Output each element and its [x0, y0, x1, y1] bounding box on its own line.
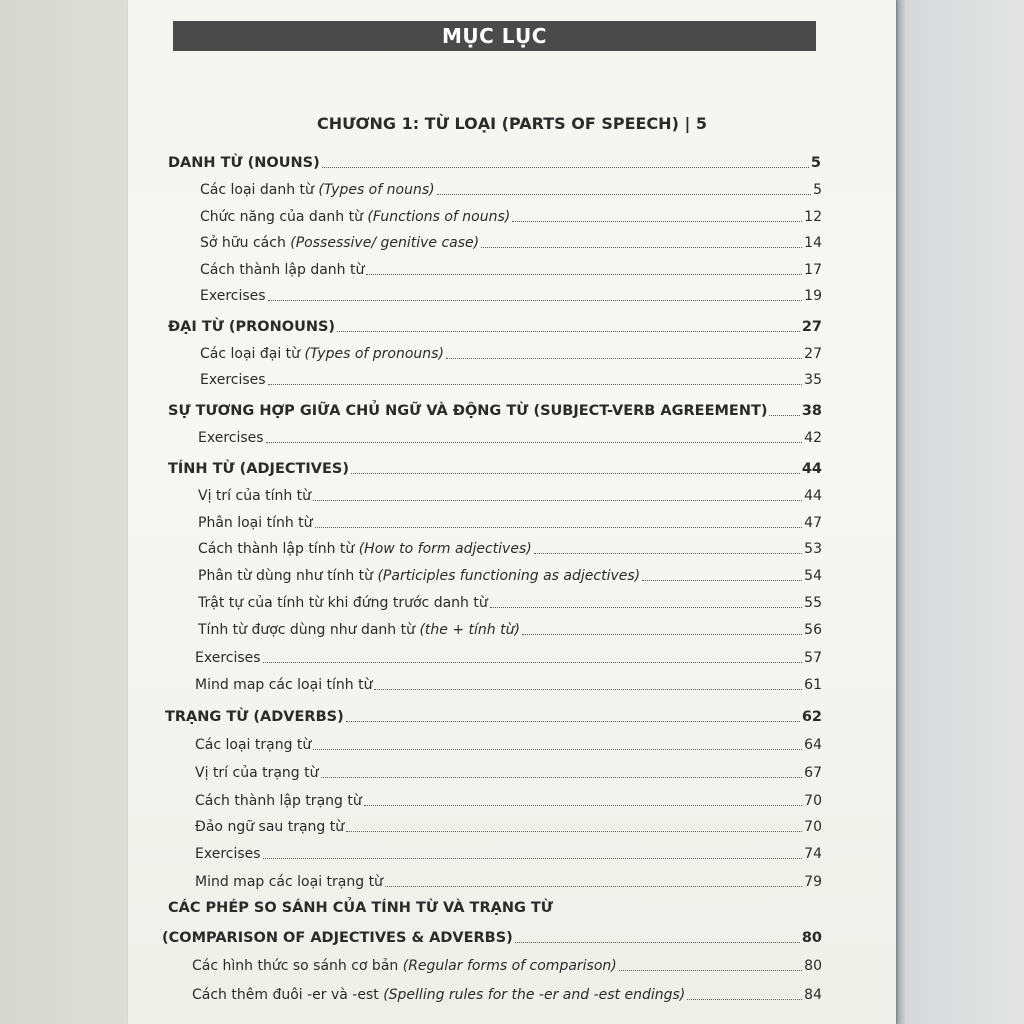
leader-dots: [346, 721, 800, 722]
leader-dots: [374, 689, 802, 690]
leader-dots: [268, 384, 803, 385]
toc-entry[interactable]: [198, 618, 822, 638]
toc-entry-text: Vị trí của trạng từ: [195, 765, 319, 781]
toc-entry[interactable]: [200, 205, 822, 225]
toc-entry-text: Exercises: [195, 846, 261, 862]
toc-entry[interactable]: [195, 815, 822, 835]
toc-entry-text: Các hình thức so sánh cơ bản (Regular forms of comparison): [192, 958, 617, 974]
book-page: [128, 0, 896, 1024]
toc-entry-text: Các loại đại từ (Types of pronouns): [200, 346, 444, 362]
toc-entry-text: SỰ TƯƠNG HỢP GIỮA CHỦ NGỮ VÀ ĐỘNG TỪ (SUBJECT-VERB AGREEMENT): [168, 403, 768, 419]
chapter-heading: CHƯƠNG 1: TỪ LOẠI (PARTS OF SPEECH) | 5: [317, 114, 707, 133]
toc-entry-page: 61: [804, 677, 822, 693]
leader-dots: [321, 777, 803, 778]
leader-dots: [364, 805, 802, 806]
leader-dots: [268, 300, 803, 301]
background-right: [896, 0, 1024, 1024]
toc-entry-page: 56: [804, 622, 822, 638]
toc-entry-text: (COMPARISON OF ADJECTIVES & ADVERBS): [162, 930, 513, 946]
toc-entry-page: 17: [804, 262, 822, 278]
toc-entry-text: Cách thêm đuôi -er và -est (Spelling rules for the -er and -est endings): [192, 987, 686, 1003]
toc-entry-text: Chức năng của danh từ (Functions of nouns): [200, 209, 511, 225]
toc-entry-page: 67: [804, 765, 822, 781]
leader-dots: [385, 886, 802, 887]
leader-dots: [522, 634, 802, 635]
toc-entry-subject-verb-agreement[interactable]: [168, 399, 822, 419]
toc-entry-page: 79: [804, 874, 822, 890]
toc-entry-page: 70: [804, 819, 822, 835]
toc-entry-page: 42: [804, 430, 822, 446]
toc-entry-page: 35: [804, 372, 822, 388]
toc-entry[interactable]: [198, 591, 822, 611]
toc-entry-text: Các loại danh từ (Types of nouns): [200, 182, 435, 198]
toc-entry-text: Trật tự của tính từ khi đứng trước danh từ: [198, 595, 488, 611]
toc-entry-page: 70: [804, 793, 822, 809]
toc-entry-page: 44: [804, 488, 822, 504]
toc-entry[interactable]: [200, 342, 822, 362]
toc-entry[interactable]: [198, 537, 822, 557]
leader-dots: [337, 331, 800, 332]
toc-entry-page: 44: [801, 461, 822, 477]
toc-entry[interactable]: [195, 842, 822, 862]
toc-entry[interactable]: [195, 870, 822, 890]
leader-dots: [313, 500, 802, 501]
toc-entry-page: 53: [804, 541, 822, 557]
leader-dots: [263, 662, 803, 663]
toc-entry-page: 84: [804, 987, 822, 1003]
toc-entry-pronouns[interactable]: [168, 315, 822, 335]
toc-entry-page: 64: [804, 737, 822, 753]
leader-dots: [263, 858, 803, 859]
toc-entry[interactable]: [200, 284, 822, 304]
leader-dots: [687, 999, 802, 1000]
toc-entry-page: 5: [810, 155, 821, 171]
toc-entry-page: 54: [804, 568, 822, 584]
toc-entry-text: Cách thành lập tính từ (How to form adjectives): [198, 541, 532, 557]
toc-entry-page: 14: [804, 235, 822, 251]
leader-dots: [769, 415, 799, 416]
toc-entry[interactable]: [195, 733, 822, 753]
toc-entry-page: 19: [804, 288, 822, 304]
toc-entry-text: Phân từ dùng như tính từ (Participles functioning as adjectives): [198, 568, 641, 584]
toc-entry[interactable]: [198, 564, 822, 584]
leader-dots: [515, 942, 800, 943]
toc-entry-page: 27: [801, 319, 822, 335]
leader-dots: [437, 194, 812, 195]
toc-entry-comparison-title: CÁC PHÉP SO SÁNH CỦA TÍNH TỪ VÀ TRẠNG TỪ: [168, 900, 553, 916]
toc-entry-text: Exercises: [200, 372, 266, 388]
toc-entry[interactable]: [200, 231, 822, 251]
toc-entry-page: 74: [804, 846, 822, 862]
toc-entry[interactable]: [200, 368, 822, 388]
toc-entry-text: Cách thành lập trạng từ: [195, 793, 362, 809]
toc-entry-page: 80: [801, 930, 822, 946]
leader-dots: [315, 527, 803, 528]
toc-entry-page: 47: [804, 515, 822, 531]
leader-dots: [346, 831, 802, 832]
toc-entry-adjectives[interactable]: [168, 457, 822, 477]
toc-entry-text: TRẠNG TỪ (ADVERBS): [165, 709, 344, 725]
leader-dots: [490, 607, 802, 608]
toc-entry[interactable]: [195, 646, 822, 666]
toc-entry-text: Cách thành lập danh từ: [200, 262, 365, 278]
leader-dots: [322, 167, 809, 168]
toc-entry-page: 38: [801, 403, 822, 419]
toc-entry-page: 5: [813, 182, 822, 198]
leader-dots: [366, 274, 802, 275]
toc-entry-text: Phân loại tính từ: [198, 515, 313, 531]
toc-entry-text: Mind map các loại trạng từ: [195, 874, 383, 890]
toc-entry-page: 55: [804, 595, 822, 611]
toc-entry-text: TÍNH TỪ (ADJECTIVES): [168, 461, 349, 477]
toc-entry[interactable]: [195, 673, 822, 693]
leader-dots: [351, 473, 800, 474]
toc-entry[interactable]: [195, 761, 822, 781]
leader-dots: [619, 970, 802, 971]
leader-dots: [534, 553, 802, 554]
toc-entry[interactable]: [198, 426, 822, 446]
toc-entry-page: 27: [804, 346, 822, 362]
leader-dots: [446, 358, 802, 359]
leader-dots: [266, 442, 803, 443]
toc-entry-text: Exercises: [195, 650, 261, 666]
toc-entry-text: Sở hữu cách (Possessive/ genitive case): [200, 235, 480, 251]
toc-entry-text: DANH TỪ (NOUNS): [168, 155, 320, 171]
background-left: [0, 0, 130, 1024]
toc-entry-adverbs[interactable]: [165, 705, 822, 725]
toc-entry[interactable]: [198, 511, 822, 531]
toc-entry-page: 80: [804, 958, 822, 974]
leader-dots: [481, 247, 802, 248]
toc-entry-nouns[interactable]: [168, 151, 821, 171]
toc-entry[interactable]: [192, 954, 822, 974]
table-of-contents-title: MỤC LỤC: [173, 21, 816, 51]
toc-entry-text: Đảo ngữ sau trạng từ: [195, 819, 345, 835]
toc-entry-page: 12: [804, 209, 822, 225]
toc-entry-page: 57: [804, 650, 822, 666]
toc-entry-comparison[interactable]: [162, 926, 822, 946]
toc-entry-text: Tính từ được dùng như danh từ (the + tính từ): [198, 622, 520, 638]
toc-entry-text: Vị trí của tính từ: [198, 488, 312, 504]
leader-dots: [512, 221, 802, 222]
leader-dots: [313, 749, 802, 750]
toc-entry-text: Exercises: [198, 430, 264, 446]
toc-entry[interactable]: [200, 258, 822, 278]
toc-entry[interactable]: [200, 178, 822, 198]
leader-dots: [642, 580, 802, 581]
toc-entry[interactable]: [195, 789, 822, 809]
toc-entry[interactable]: [198, 484, 822, 504]
toc-entry-text: ĐẠI TỪ (PRONOUNS): [168, 319, 336, 335]
toc-entry-text: Mind map các loại tính từ: [195, 677, 373, 693]
toc-entry-page: 62: [801, 709, 822, 725]
toc-entry-text: Các loại trạng từ: [195, 737, 312, 753]
toc-entry-text: Exercises: [200, 288, 266, 304]
toc-entry[interactable]: [192, 983, 822, 1003]
